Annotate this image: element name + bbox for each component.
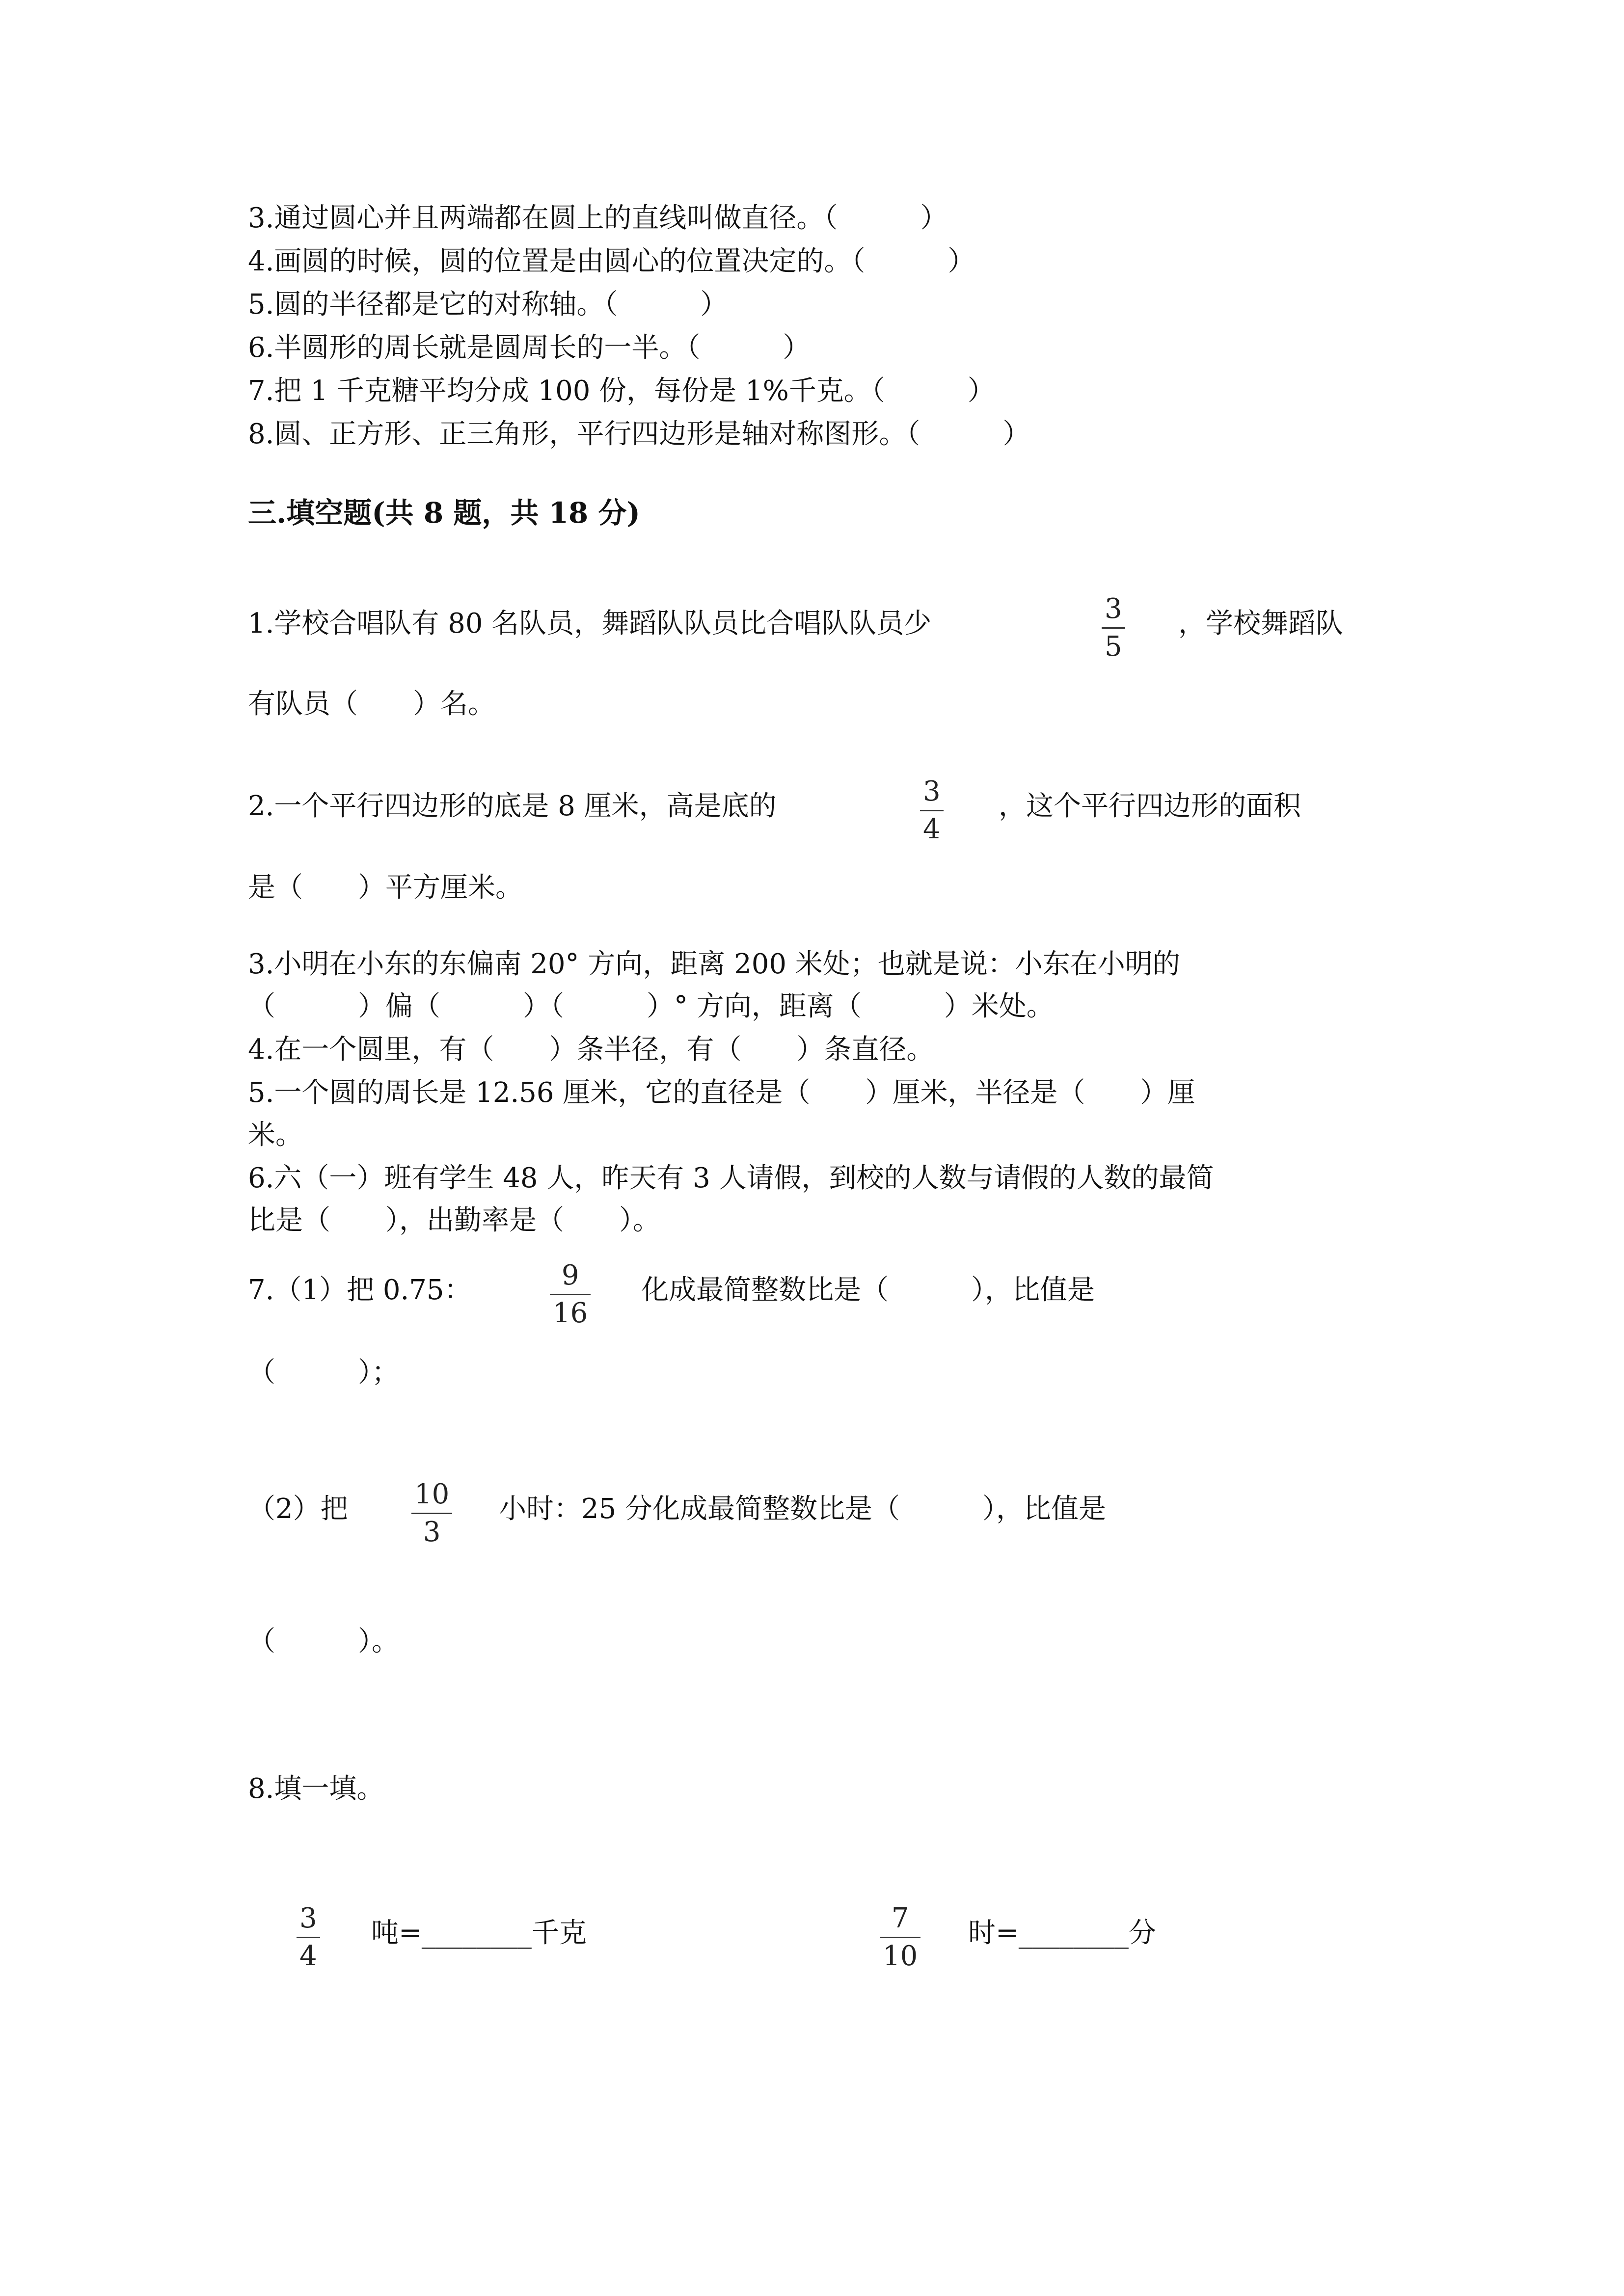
fraction-bar	[920, 810, 944, 811]
judge-question-6: 6.半圆形的周长就是圆周长的一半。（ ）	[248, 332, 811, 364]
judge-question-4: 4.画圆的时候，圆的位置是由圆心的位置决定的。（ ）	[248, 245, 975, 277]
judge-question-3: 3.通过圆心并且两端都在圆上的直线叫做直径。（ ）	[248, 202, 948, 234]
fraction-bar	[1102, 627, 1125, 629]
fill-question-2-part-a: 2.一个平行四边形的底是 8 厘米，高是底的	[248, 790, 777, 822]
fill-question-7-part-d: （2）把	[248, 1493, 348, 1525]
fraction-denominator: 4	[299, 1940, 317, 1972]
fraction-numerator: 7	[891, 1902, 909, 1934]
section-title: 三.填空题(共 8 题，共 18 分)	[248, 496, 640, 530]
fraction-bar	[550, 1294, 591, 1295]
fraction-numerator: 3	[299, 1902, 317, 1934]
judge-question-8: 8.圆、正方形、正三角形，平行四边形是轴对称图形。（ ）	[248, 418, 1030, 450]
fill-question-4: 4.在一个圆里，有（ ）条半径，有（ ）条直径。	[248, 1034, 934, 1066]
fill-question-8-ton-to-kg: 吨=________千克	[371, 1917, 587, 1949]
fill-question-1-part-c: 有队员（ ）名。	[248, 688, 495, 720]
fraction-numerator: 9	[561, 1259, 579, 1291]
fill-question-3-line-1: 3.小明在小东的东偏南 20° 方向，距离 200 米处；也就是说：小东在小明的	[248, 948, 1180, 980]
fraction-denominator: 4	[923, 813, 941, 845]
fraction-seven-tenths-hour	[880, 1903, 920, 1972]
fraction-numerator: 3	[923, 775, 941, 807]
fraction-numerator: 10	[414, 1478, 450, 1510]
fill-question-7-part-a: 7.（1）把 0.75：	[248, 1274, 472, 1306]
fill-question-7-part-b: 化成最简整数比是（ ），比值是	[641, 1274, 1095, 1306]
fraction-bar	[297, 1937, 320, 1938]
fill-question-5-line-2: 米。	[248, 1119, 303, 1151]
judge-question-5: 5.圆的半径都是它的对称轴。（ ）	[248, 289, 728, 320]
fill-question-2-part-b: ，这个平行四边形的面积	[999, 790, 1301, 822]
fill-question-7-part-e: 小时：25 分化成最简整数比是（ ），比值是	[499, 1493, 1107, 1525]
fraction-ten-thirds	[411, 1479, 452, 1548]
fill-question-3-line-2: （ ）偏（ ）（ ）° 方向，距离（ ）米处。	[248, 990, 1054, 1022]
fraction-bar	[411, 1513, 452, 1514]
fraction-three-quarters-ton	[297, 1903, 320, 1972]
fill-question-7-part-c: （ ）；	[248, 1357, 399, 1388]
fraction-three-fifths	[1102, 594, 1125, 662]
judge-question-7: 7.把 1 千克糖平均分成 100 份，每份是 1%千克。（ ）	[248, 375, 995, 407]
fraction-denominator: 10	[883, 1940, 918, 1972]
fraction-denominator: 16	[553, 1297, 588, 1329]
fill-question-2-part-c: 是（ ）平方厘米。	[248, 872, 523, 904]
fill-question-6-line-2: 比是（ ），出勤率是（ ）。	[248, 1204, 660, 1236]
fill-question-1-part-b: ，学校舞蹈队	[1178, 608, 1343, 640]
fraction-denominator: 3	[423, 1516, 441, 1548]
fill-question-6-line-1: 6.六（一）班有学生 48 人，昨天有 3 人请假，到校的人数与请假的人数的最简	[248, 1162, 1214, 1194]
fraction-three-quarters	[920, 776, 944, 845]
fill-question-5-line-1: 5.一个圆的周长是 12.56 厘米，它的直径是（ ）厘米，半径是（ ）厘	[248, 1077, 1195, 1109]
fill-question-8-hour-to-minute: 时=________分	[968, 1917, 1156, 1949]
fill-question-7-part-f: （ ）。	[248, 1626, 399, 1657]
fill-question-8: 8.填一填。	[248, 1773, 384, 1805]
fraction-bar	[880, 1937, 920, 1938]
fraction-denominator: 5	[1105, 631, 1122, 663]
fill-question-1-part-a: 1.学校合唱队有 80 名队员，舞蹈队队员比合唱队队员少	[248, 608, 932, 640]
fraction-nine-sixteenths	[550, 1260, 591, 1329]
fraction-numerator: 3	[1105, 593, 1122, 625]
